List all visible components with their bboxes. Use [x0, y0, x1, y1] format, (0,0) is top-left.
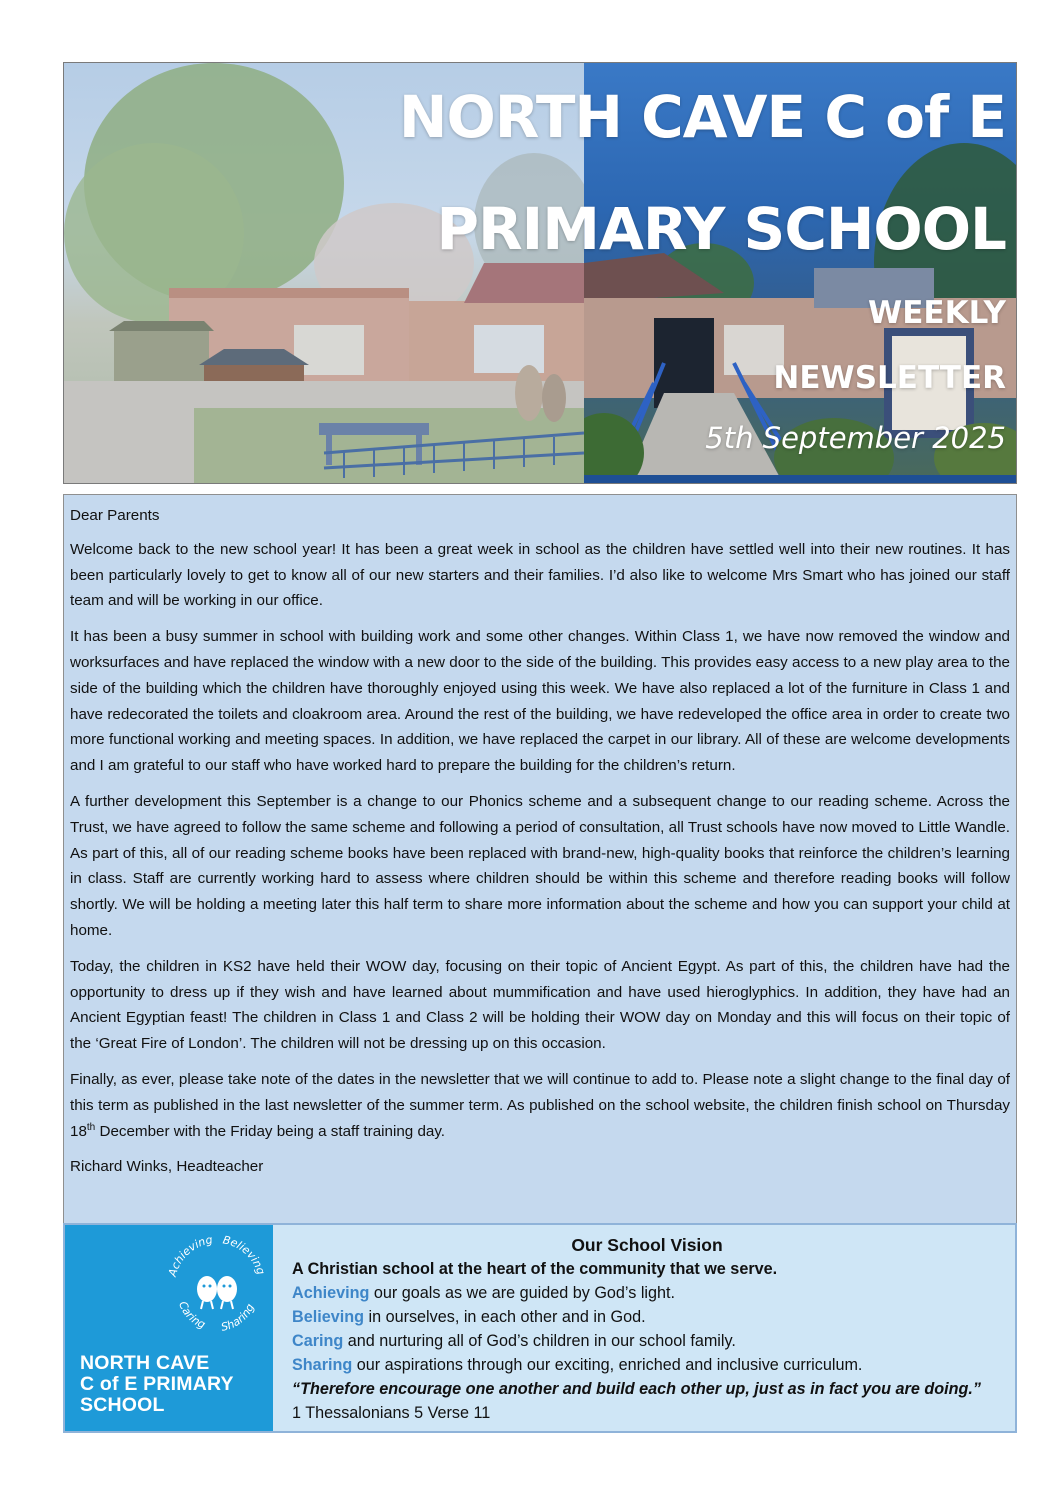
newsletter-date: 5th September 2025 — [705, 421, 1006, 455]
letter-greeting: Dear Parents — [70, 507, 160, 524]
value-text: our goals as we are guided by God’s light. — [369, 1284, 676, 1302]
headteacher-letter — [63, 494, 1017, 1224]
letter-signoff: Richard Winks, Headteacher — [70, 1158, 264, 1176]
logo-name-line-1: NORTH CAVE — [80, 1352, 210, 1374]
vision-statement — [292, 1233, 1002, 1425]
vision-lead: A Christian school at the heart of the community that we serve. — [292, 1260, 778, 1278]
letter-paragraph-dates — [70, 1067, 1010, 1144]
value-text: in ourselves, in each other and in God. — [363, 1308, 646, 1326]
letter-paragraph-phonics: A further development this September is a change to our Phonics scheme and a subsequent change to our reading scheme. Across the Trust, we have agreed to follow the same scheme and following a period of consultation, all Trust schools have now moved to Little Wandle. As part of this, all of our reading scheme books have been replaced with brand-new, high-quality books that reinforce the children’s learning in class. Staff are currently working hard to assess where children should be within this scheme and therefore reading books will follow shortly. We will be holding a meeting later this half term to share more information about the scheme and how you can support your child at home. — [70, 792, 1010, 939]
logo-name-line-3: SCHOOL — [80, 1394, 165, 1416]
vision-heading: Our School Vision — [571, 1235, 723, 1255]
letter-paragraph-wow-day: Today, the children in KS2 have held their WOW day, focusing on their topic of Ancient Egypt. As part of this, the children have had the opportunity to dress up if they wish and have learned about mummification and have used hieroglyphics. In addition, they have had an Ancient Egyptian feast! The children in Class 1 and Class 2 will be holding their WOW day on Monday and this will focus on their topic of the ‘Great Fire of London’. The children will not be dressing up on this occasion. — [70, 957, 1010, 1053]
logo-word-caring: Caring — [176, 1299, 208, 1332]
value-keyword: Caring — [292, 1332, 344, 1350]
logo-school-name — [80, 1353, 234, 1416]
logo-word-achieving: Achieving — [165, 1233, 214, 1278]
value-keyword: Sharing — [292, 1356, 353, 1374]
newsletter-label-line-2: NEWSLETTER — [773, 360, 1006, 396]
svg-text:Sharing — [220, 1302, 257, 1334]
value-text: our aspirations through our exciting, enriched and inclusive curriculum. — [352, 1356, 863, 1374]
logo-word-believing: Believing — [221, 1233, 268, 1277]
newsletter-label-line-1: WEEKLY — [868, 295, 1006, 331]
bible-quote: “Therefore encourage one another and build each other up, just as in fact you are doing.” — [292, 1380, 981, 1398]
value-keyword: Achieving — [292, 1284, 370, 1302]
logo-name-line-2: C of E PRIMARY — [80, 1373, 234, 1395]
bible-reference: 1 Thessalonians 5 Verse 11 — [292, 1404, 491, 1422]
letter-paragraph-welcome: Welcome back to the new school year! It has been a great week in school as the children have settled well into their new routines. It has been particularly lovely to get to know all of our new starters and their families. I’d also like to welcome Mrs Smart who has joined our staff team and will be working in our office. — [70, 540, 1010, 610]
dates-text-start: Finally, as ever, please take note of the dates in the newsletter that we will continue to add to. Please note a slight change to the final day of this term as published in the last newsletter of the summer term. As published on the school website, the children finish school on Thursday 18 — [70, 1070, 1010, 1140]
school-logo-badge — [165, 1231, 269, 1335]
school-logo-panel — [65, 1225, 273, 1431]
svg-text:Believing — [222, 1233, 268, 1276]
ordinal-suffix: th — [86, 1121, 96, 1133]
school-vision-box — [63, 1223, 1017, 1433]
logo-word-sharing: Sharing — [219, 1301, 257, 1334]
vision-value-believing — [292, 1305, 1002, 1329]
school-name-line-2: PRIMARY SCHOOL — [436, 195, 1006, 263]
vision-value-achieving — [292, 1281, 1002, 1305]
vision-value-sharing — [292, 1353, 1002, 1377]
newsletter-header — [63, 62, 1017, 484]
children-figures-icon — [197, 1276, 237, 1309]
letter-paragraph-building: It has been a busy summer in school with building work and some other changes. Within Class 1, we have now removed the window and worksurfaces and have replaced the window with a new door to the side of the building. This provides easy access to a new play area to the side of the building which the children have thoroughly enjoyed using this week. We have also replaced a lot of the furniture in Class 1 and have redecorated the toilets and cloakroom area. Around the rest of the building, we have redeveloped the office area in order to create two more functional working and meeting spaces. In addition, we have replaced the carpet in our library. All of these are welcome developments and I am grateful to our staff who have worked hard to prepare the building for the children’s return. — [70, 628, 1010, 775]
value-text: and nurturing all of God’s children in our school family. — [343, 1332, 736, 1350]
vision-value-caring — [292, 1329, 1002, 1353]
school-name-line-1: NORTH CAVE C of E — [398, 83, 1006, 151]
svg-text:Achieving — [166, 1233, 214, 1279]
header-accent-bar — [584, 475, 1017, 483]
dates-text-end: December with the Friday being a staff training day. — [95, 1122, 446, 1140]
value-keyword: Believing — [292, 1308, 364, 1326]
